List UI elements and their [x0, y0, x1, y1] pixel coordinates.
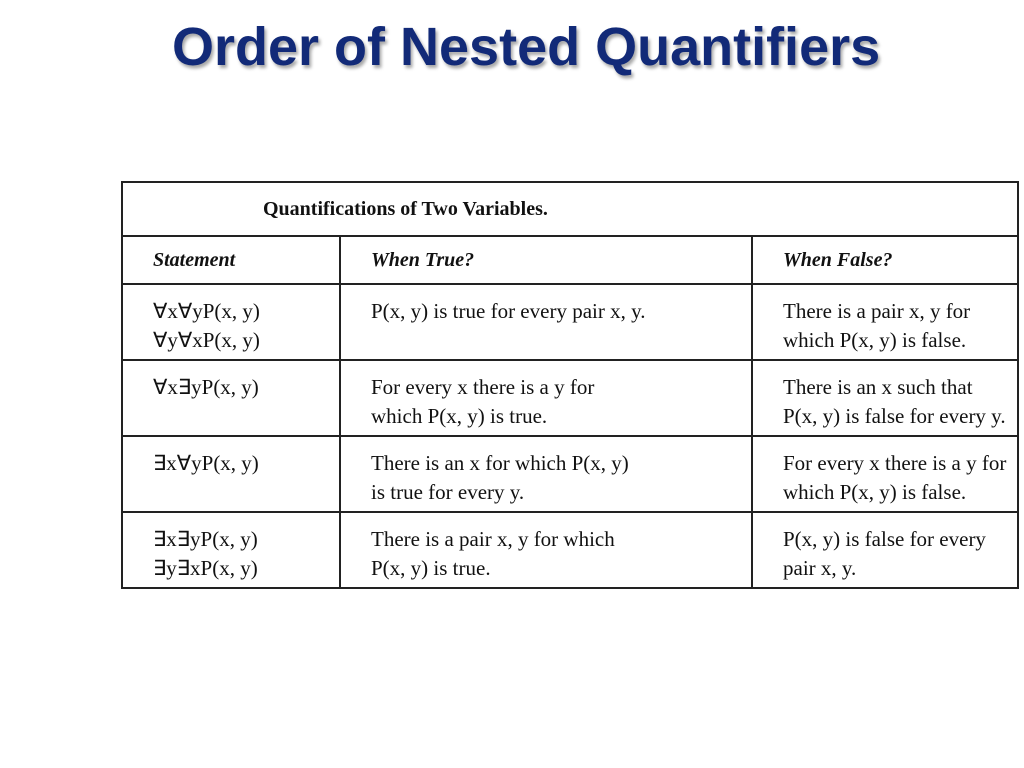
- when-false-line: P(x, y) is false for every: [783, 527, 986, 551]
- statement-line: ∀x∃yP(x, y): [153, 375, 259, 399]
- when-true-line: There is an x for which P(x, y): [371, 451, 629, 475]
- when-false-cell: [752, 436, 1018, 512]
- table-row: [122, 284, 1018, 360]
- when-false-cell: [752, 512, 1018, 588]
- when-true-cell: [340, 436, 752, 512]
- when-false-cell: [752, 284, 1018, 360]
- header-when-false: When False?: [752, 236, 1018, 284]
- statement-cell: [122, 284, 340, 360]
- when-false-line: pair x, y.: [783, 556, 857, 580]
- statement-cell: [122, 436, 340, 512]
- header-when-true: When True?: [340, 236, 752, 284]
- statement-line: ∀y∀xP(x, y): [153, 328, 260, 352]
- when-false-line: which P(x, y) is false.: [783, 480, 967, 504]
- when-true-line: For every x there is a y for: [371, 375, 595, 399]
- statement-line: ∃y∃xP(x, y): [153, 556, 258, 580]
- when-false-line: There is an x such that: [783, 375, 973, 399]
- table-row: [122, 512, 1018, 588]
- when-true-line: P(x, y) is true.: [371, 556, 491, 580]
- table-row: [122, 360, 1018, 436]
- when-false-line: P(x, y) is false for every y.: [783, 404, 1006, 428]
- table-row: [122, 436, 1018, 512]
- when-true-cell: [340, 284, 752, 360]
- table-caption: Quantifications of Two Variables.: [122, 182, 1018, 236]
- when-true-cell: [340, 512, 752, 588]
- quantification-table: [121, 181, 1019, 589]
- when-true-line: which P(x, y) is true.: [371, 404, 548, 428]
- when-false-line: which P(x, y) is false.: [783, 328, 967, 352]
- when-true-line: is true for every y.: [371, 480, 525, 504]
- slide-title: Order of Nested Quantifiers: [172, 17, 881, 77]
- when-true-line: P(x, y) is true for every pair x, y.: [371, 299, 646, 323]
- statement-cell: [122, 360, 340, 436]
- when-false-line: There is a pair x, y for: [783, 299, 971, 323]
- when-true-line: There is a pair x, y for which: [371, 527, 615, 551]
- statement-line: ∃x∀yP(x, y): [153, 451, 259, 475]
- statement-line: ∀x∀yP(x, y): [153, 299, 260, 323]
- when-false-cell: [752, 360, 1018, 436]
- when-false-line: For every x there is a y for: [783, 451, 1007, 475]
- statement-line: ∃x∃yP(x, y): [153, 527, 258, 551]
- statement-cell: [122, 512, 340, 588]
- table-caption-row: [122, 182, 1018, 236]
- when-true-cell: [340, 360, 752, 436]
- header-statement: Statement: [122, 236, 340, 284]
- table-header-row: [122, 236, 1018, 284]
